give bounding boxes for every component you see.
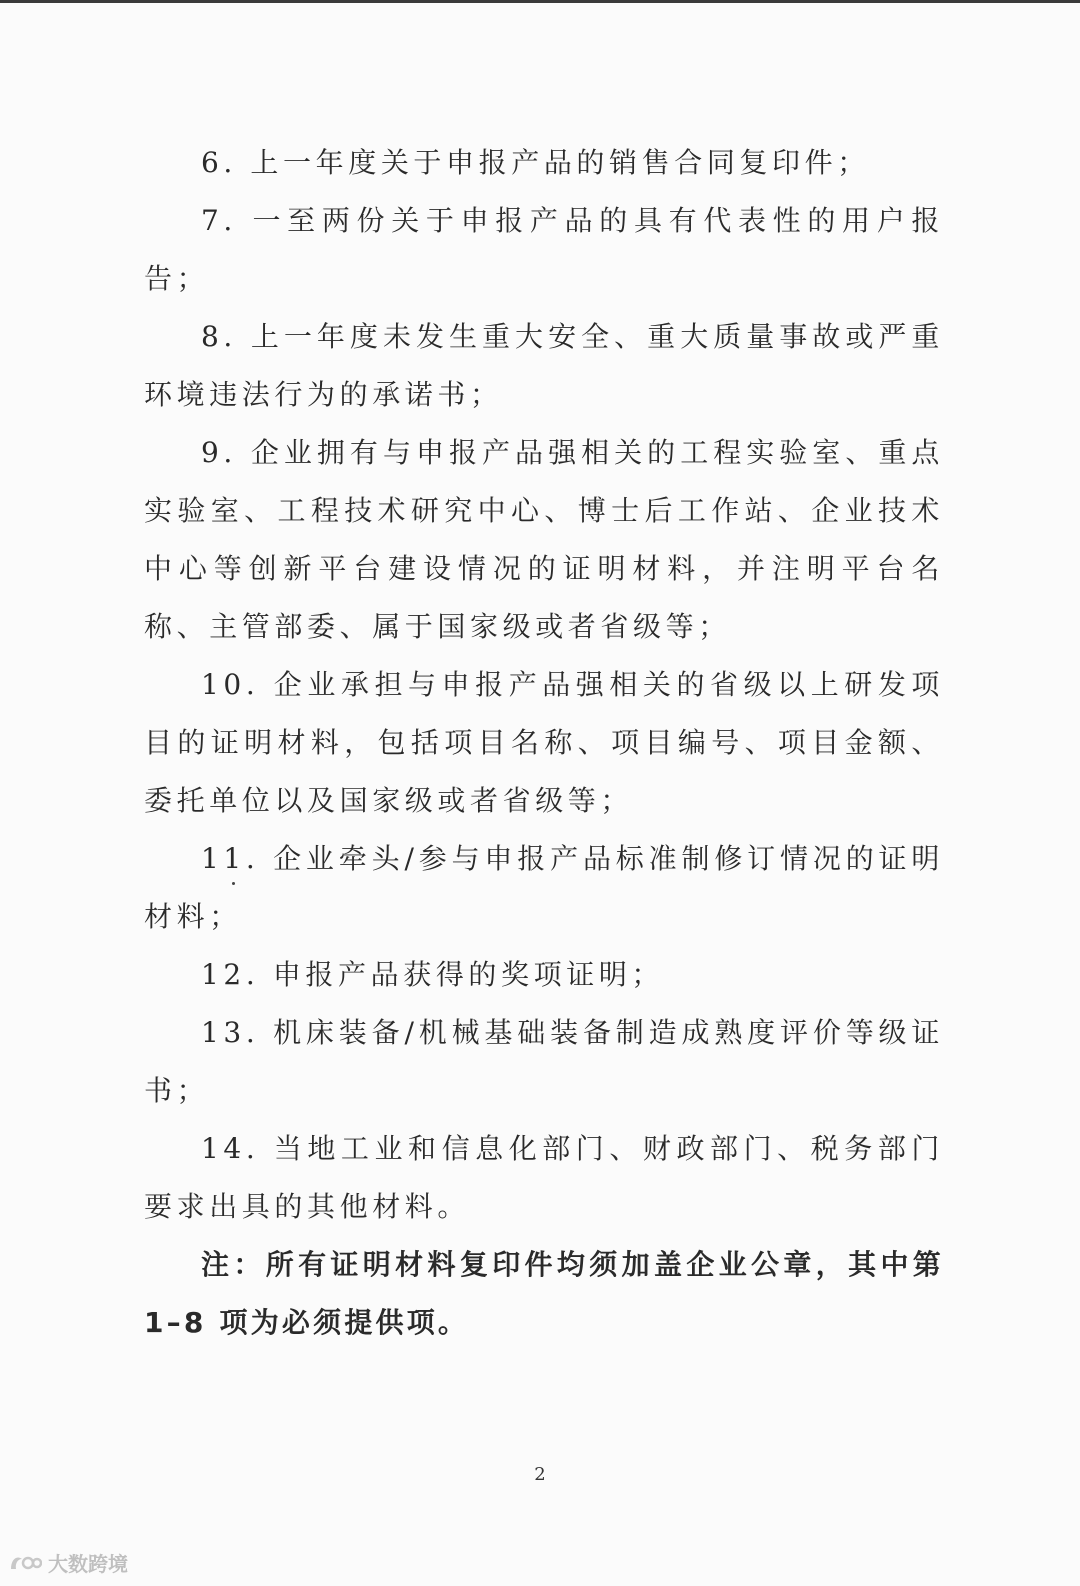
list-item-6: 6. 上一年度关于申报产品的销售合同复印件； bbox=[201, 146, 870, 179]
document-body bbox=[144, 134, 944, 1352]
list-item-12: 12. 申报产品获得的奖项证明； bbox=[201, 958, 665, 991]
list-item-13: 13. 机床装备/机械基础装备制造成熟度评价等级证书； bbox=[144, 1016, 944, 1107]
stray-mark bbox=[232, 882, 235, 885]
note-paragraph: 注：所有证明材料复印件均须加盖企业公章，其中第 1–8 项为必须提供项。 bbox=[144, 1248, 944, 1339]
watermark bbox=[8, 1548, 128, 1577]
list-item-9: 9. 企业拥有与申报产品强相关的工程实验室、重点实验室、工程技术研究中心、博士后工作站、企业技术中心等创新平台建设情况的证明材料，并注明平台名称、主管部委、属于国家级或者省级等； bbox=[144, 436, 944, 643]
list-item-14: 14. 当地工业和信息化部门、财政部门、税务部门要求出具的其他材料。 bbox=[144, 1132, 944, 1223]
watermark-text: 大数跨境 bbox=[48, 1552, 128, 1576]
logo-icon bbox=[8, 1551, 42, 1575]
page-top-border bbox=[0, 0, 1080, 3]
list-item-10: 10. 企业承担与申报产品强相关的省级以上研发项目的证明材料，包括项目名称、项目编号、项目金额、委托单位以及国家级或者省级等； bbox=[144, 668, 944, 817]
list-item-7: 7. 一至两份关于申报产品的具有代表性的用户报告； bbox=[144, 204, 944, 295]
list-item-11: 11. 企业牵头/参与申报产品标准制修订情况的证明材料； bbox=[144, 842, 944, 933]
page-number: 2 bbox=[534, 1464, 546, 1485]
list-item-8: 8. 上一年度未发生重大安全、重大质量事故或严重环境违法行为的承诺书； bbox=[144, 320, 944, 411]
